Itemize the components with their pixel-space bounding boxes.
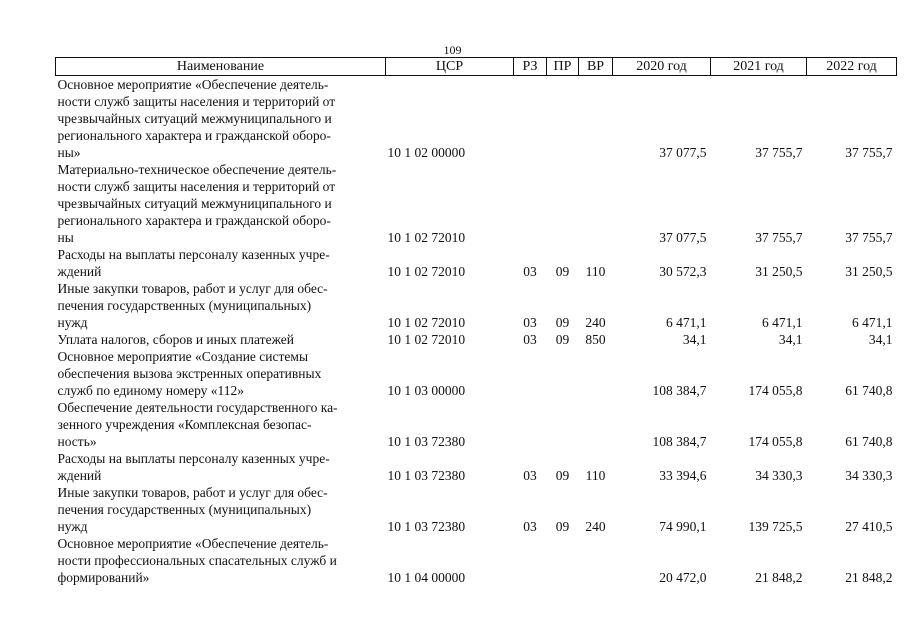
cell-csr: 10 1 02 72010 <box>387 315 466 330</box>
cell-pr: 09 <box>555 519 570 534</box>
cell-pr <box>547 76 579 162</box>
cell-name-line: обеспечения вызова экстренных оперативных <box>57 366 322 381</box>
budget-table <box>55 57 897 586</box>
cell-name-line: ности профессиональных спасательных служб и <box>57 553 337 568</box>
cell-rz: 03 <box>523 468 537 483</box>
cell-name-line: регионального характера и гражданской оборо- <box>57 213 331 228</box>
cell-vr: 110 <box>585 468 606 483</box>
cell-csr: 10 1 02 72010 <box>387 230 466 245</box>
cell-year-2022: 21 848,2 <box>845 570 893 585</box>
cell-csr: 10 1 02 00000 <box>387 145 466 160</box>
cell-year-2022: 61 740,8 <box>845 434 893 449</box>
cell-rz: 03 <box>523 332 537 347</box>
cell-pr: 09 <box>555 468 570 483</box>
cell-vr <box>579 161 613 246</box>
cell-pr <box>547 348 579 399</box>
cell-year-2020: 34,1 <box>682 332 707 347</box>
cell-year-2020: 108 384,7 <box>652 383 707 398</box>
cell-vr <box>579 348 613 399</box>
page-number: 109 <box>443 43 462 57</box>
table-row <box>56 348 897 399</box>
cell-rz <box>514 161 547 246</box>
cell-csr: 10 1 03 72380 <box>387 434 466 449</box>
cell-name <box>56 246 386 280</box>
cell-csr: 10 1 03 72380 <box>387 468 466 483</box>
cell-rz <box>514 76 547 162</box>
cell-name-line: Основное мероприятие «Обеспечение деятель- <box>57 77 329 92</box>
cell-name-line: ность» <box>57 434 97 449</box>
cell-year-2021: 34,1 <box>778 332 803 347</box>
cell-pr <box>547 399 579 450</box>
cell-vr <box>579 535 613 586</box>
cell-name <box>56 76 386 162</box>
table-row <box>56 280 897 331</box>
table-row <box>56 331 897 348</box>
table-row <box>56 450 897 484</box>
cell-vr: 240 <box>585 519 606 534</box>
header-pr: ПР <box>547 58 579 76</box>
cell-year-2022: 34,1 <box>868 332 893 347</box>
table-row <box>56 161 897 246</box>
header-rz: РЗ <box>514 58 547 76</box>
cell-vr <box>579 399 613 450</box>
cell-name <box>56 348 386 399</box>
cell-name <box>56 535 386 586</box>
cell-name-line: Расходы на выплаты персоналу казенных учре- <box>57 247 330 262</box>
header-row <box>56 58 897 76</box>
cell-name-line: Обеспечение деятельности государственного ка- <box>57 400 338 415</box>
cell-name-line: печения государственных (муниципальных) <box>57 502 312 517</box>
cell-name-line: ны <box>57 230 74 245</box>
cell-vr: 850 <box>585 332 606 347</box>
cell-year-2022: 34 330,3 <box>845 468 893 483</box>
cell-year-2022: 6 471,1 <box>852 315 893 330</box>
cell-name-line: чрезвычайных ситуаций межмуниципального и <box>57 111 332 126</box>
cell-rz <box>514 535 547 586</box>
cell-year-2020: 108 384,7 <box>652 434 707 449</box>
cell-csr: 10 1 04 00000 <box>387 570 466 585</box>
cell-pr <box>547 161 579 246</box>
cell-name-line: ности служб защиты населения и территорий от <box>57 179 336 194</box>
cell-rz: 03 <box>523 315 537 330</box>
header-year-2020: 2020 год <box>613 58 711 76</box>
table-row <box>56 399 897 450</box>
cell-vr: 240 <box>585 315 606 330</box>
cell-name-line: ждений <box>57 468 102 483</box>
cell-name-line: ны» <box>57 145 81 160</box>
cell-pr: 09 <box>555 315 570 330</box>
cell-name <box>56 399 386 450</box>
cell-name-line: служб по единому номеру «112» <box>57 383 245 398</box>
cell-rz: 03 <box>523 519 537 534</box>
cell-rz <box>514 399 547 450</box>
cell-year-2020: 37 077,5 <box>659 145 707 160</box>
cell-year-2020: 6 471,1 <box>666 315 707 330</box>
cell-name-line: формирований» <box>57 570 150 585</box>
cell-year-2021: 139 725,5 <box>748 519 803 534</box>
table-row <box>56 484 897 535</box>
cell-name-line: Основное мероприятие «Создание системы <box>57 349 309 364</box>
cell-year-2020: 20 472,0 <box>659 570 707 585</box>
cell-name-line: ности служб защиты населения и территорий от <box>57 94 336 109</box>
cell-year-2022: 27 410,5 <box>845 519 893 534</box>
header-year-2021: 2021 год <box>711 58 807 76</box>
table-row <box>56 535 897 586</box>
cell-year-2021: 174 055,8 <box>748 434 803 449</box>
cell-year-2021: 37 755,7 <box>755 145 803 160</box>
cell-name-line: Основное мероприятие «Обеспечение деятель- <box>57 536 329 551</box>
cell-csr: 10 1 03 72380 <box>387 519 466 534</box>
cell-year-2020: 37 077,5 <box>659 230 707 245</box>
cell-name-line: Уплата налогов, сборов и иных платежей <box>57 332 294 347</box>
cell-year-2022: 61 740,8 <box>845 383 893 398</box>
cell-pr: 09 <box>555 264 570 279</box>
cell-year-2020: 33 394,6 <box>659 468 707 483</box>
cell-csr: 10 1 02 72010 <box>387 332 466 347</box>
cell-year-2021: 37 755,7 <box>755 230 803 245</box>
cell-name-line: регионального характера и гражданской оборо- <box>57 128 331 143</box>
cell-name-line: Материально-техническое обеспечение деятель- <box>57 162 337 177</box>
cell-rz: 03 <box>523 264 537 279</box>
cell-year-2021: 34 330,3 <box>755 468 803 483</box>
cell-csr: 10 1 03 00000 <box>387 383 466 398</box>
cell-year-2021: 6 471,1 <box>762 315 803 330</box>
cell-pr: 09 <box>555 332 570 347</box>
cell-year-2021: 21 848,2 <box>755 570 803 585</box>
cell-year-2020: 30 572,3 <box>659 264 707 279</box>
cell-csr: 10 1 02 72010 <box>387 264 466 279</box>
cell-name-line: нужд <box>57 315 88 330</box>
cell-name <box>56 331 386 348</box>
header-name: Наименование <box>56 58 386 76</box>
cell-vr: 110 <box>585 264 606 279</box>
header-vr: ВР <box>579 58 613 76</box>
cell-year-2022: 37 755,7 <box>845 145 893 160</box>
cell-name <box>56 280 386 331</box>
cell-name <box>56 161 386 246</box>
table-row <box>56 246 897 280</box>
cell-name-line: Расходы на выплаты персоналу казенных учре- <box>57 451 330 466</box>
table-body <box>56 76 897 587</box>
cell-year-2021: 31 250,5 <box>755 264 803 279</box>
cell-name-line: зенного учреждения «Комплексная безопас- <box>57 417 312 432</box>
header-year-2022: 2022 год <box>807 58 897 76</box>
cell-year-2020: 74 990,1 <box>659 519 707 534</box>
cell-year-2022: 37 755,7 <box>845 230 893 245</box>
cell-name <box>56 484 386 535</box>
cell-year-2021: 174 055,8 <box>748 383 803 398</box>
cell-name-line: Иные закупки товаров, работ и услуг для обес- <box>57 281 328 296</box>
table-row <box>56 76 897 162</box>
cell-name-line: Иные закупки товаров, работ и услуг для обес- <box>57 485 328 500</box>
cell-pr <box>547 535 579 586</box>
table-header <box>56 58 897 76</box>
cell-rz <box>514 348 547 399</box>
cell-year-2022: 31 250,5 <box>845 264 893 279</box>
cell-name-line: чрезвычайных ситуаций межмуниципального и <box>57 196 332 211</box>
cell-name <box>56 450 386 484</box>
cell-vr <box>579 76 613 162</box>
header-csr: ЦСР <box>386 58 514 76</box>
cell-name-line: нужд <box>57 519 88 534</box>
cell-name-line: печения государственных (муниципальных) <box>57 298 312 313</box>
cell-name-line: ждений <box>57 264 102 279</box>
